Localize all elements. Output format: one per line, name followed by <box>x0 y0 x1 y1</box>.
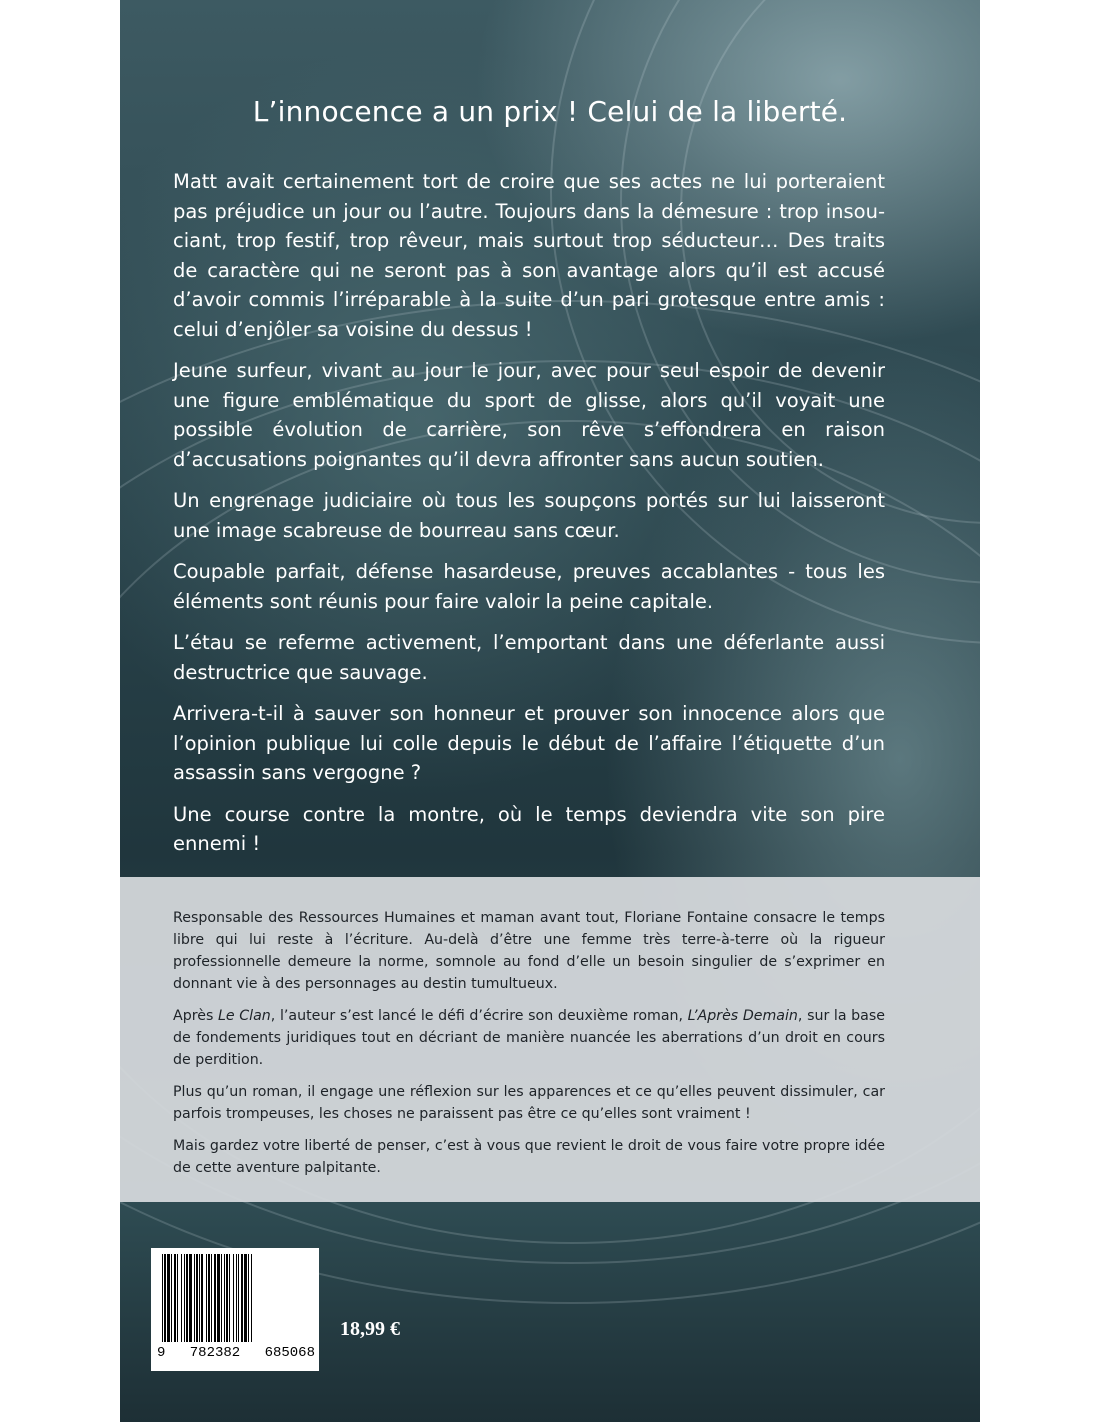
blurb-paragraph: Un engrenage judiciaire où tous les soupçons portés sur lui laisseront une image scabreuse de bourreau sans cœur. <box>173 489 885 542</box>
bio-paragraph <box>173 1005 885 1071</box>
blurb-paragraph: L’étau se referme activement, l’emportant dans une déferlante aussi destructrice que sauvage. <box>173 631 885 684</box>
author-bio-band <box>120 877 980 1202</box>
barcode-bar <box>184 1254 185 1342</box>
barcode-bar <box>194 1254 195 1342</box>
barcode-bar <box>186 1254 188 1342</box>
bio-paragraph: Mais gardez votre liberté de penser, c’est à vous que revient le droit de vous faire votre propre idée de cette aventure palpitante. <box>173 1138 885 1176</box>
barcode-bars <box>162 1254 308 1342</box>
isbn-barcode <box>151 1248 319 1371</box>
book-title: Le Clan <box>217 1008 271 1024</box>
isbn-number <box>157 1345 315 1361</box>
bio-text: , l’auteur s’est lancé le défi d’écrire son deuxième roman, <box>270 1008 688 1024</box>
barcode-bar <box>251 1254 252 1342</box>
barcode-bar <box>236 1254 237 1342</box>
barcode-bar <box>181 1254 182 1342</box>
barcode-bar <box>171 1254 172 1342</box>
barcode-bar <box>241 1254 243 1342</box>
barcode-bar <box>162 1254 163 1342</box>
blurb-paragraph: Matt avait certainement tort de croire que ses actes ne lui porteraient pas préjudice un jour ou l’autre. Toujours dans la démesure : trop insouciant, trop festif, trop rêveur, mais surtout trop séducteur… Des traits de caractère qui ne seront pas à son avantage alors qu’il est accusé d’avoir commis l’irréparable à la suite d’un pari grotesque entre amis : celui d’enjôler sa voisine du dessus ! <box>173 170 885 341</box>
barcode-bar <box>233 1254 234 1342</box>
blurb-paragraph: Une course contre la montre, où le temps deviendra vite son pire ennemi ! <box>173 802 885 855</box>
barcode-bar <box>167 1254 170 1342</box>
blurb-paragraph: Coupable parfait, défense hasardeuse, preuves accablantes - tous les éléments sont réunis pour faire valoir la peine capitale. <box>173 560 885 613</box>
back-cover <box>120 0 980 1422</box>
barcode-bar <box>244 1254 247 1342</box>
bio-text: , sur la base de fondements juridiques tout en décriant de manière nuancée les aberrations d’un droit en cours de perdition. <box>173 1008 885 1068</box>
blurb-paragraph: Arrivera-t-il à sauver son honneur et prouver son innocence alors que l’opinion publique lui colle depuis le début de l’affaire l’étiquette d’un assassin sans vergogne ? <box>173 702 885 784</box>
book-title: L’Après Demain <box>687 1008 798 1024</box>
barcode-bar <box>208 1254 210 1342</box>
blurb-paragraph: Jeune surfeur, vivant au jour le jour, avec pour seul espoir de devenir une figure emblématique du sport de glisse, alors qu’il voyait une possible évolution de carrière, son rêve s’effondrera en raison d’accusations poignantes qu’il devra affronter sans aucun soutien. <box>173 359 885 471</box>
barcode-bar <box>164 1254 166 1342</box>
barcode-bar <box>189 1254 192 1342</box>
isbn-digit-group: 9 <box>157 1345 166 1361</box>
barcode-bar <box>211 1254 212 1342</box>
barcode-bar <box>206 1254 207 1342</box>
barcode-bar <box>221 1254 222 1342</box>
barcode-bar <box>229 1254 230 1342</box>
isbn-digit-group: 782382 <box>189 1345 241 1361</box>
bio-paragraph: Plus qu’un roman, il engage une réflexion sur les apparences et ce qu’elles peuvent dissimuler, car parfois trompeuses, les choses ne paraissent pas être ce qu’elles sont vraiment ! <box>173 1084 885 1122</box>
barcode-bar <box>174 1254 176 1342</box>
bio-paragraph: Responsable des Ressources Humaines et maman avant tout, Floriane Fontaine consacre le temps libre qui lui reste à l’écriture. Au-delà d’être une femme très terre-à-terre où la rigueur professionnelle demeure la norme, somnole au fond d’elle un besoin singulier de s’exprimer en donnant vie à des personnages au destin tumultueux. <box>173 910 885 992</box>
price: 18,99 € <box>340 1318 400 1340</box>
isbn-digit-group: 685068 <box>264 1345 315 1361</box>
barcode-bar <box>224 1254 225 1342</box>
barcode-bar <box>196 1254 198 1342</box>
author-bio <box>173 907 885 1189</box>
bio-text: Après <box>173 1008 218 1024</box>
tagline: L’innocence a un prix ! Celui de la liberté. <box>252 95 848 128</box>
barcode-bar <box>217 1254 220 1342</box>
barcode-bar <box>238 1254 239 1342</box>
barcode-bar <box>199 1254 200 1342</box>
barcode-bar <box>201 1254 203 1342</box>
barcode-bar <box>248 1254 249 1342</box>
barcode-bar <box>226 1254 228 1342</box>
book-blurb <box>173 167 885 871</box>
barcode-bar <box>214 1254 216 1342</box>
barcode-bar <box>177 1254 178 1342</box>
